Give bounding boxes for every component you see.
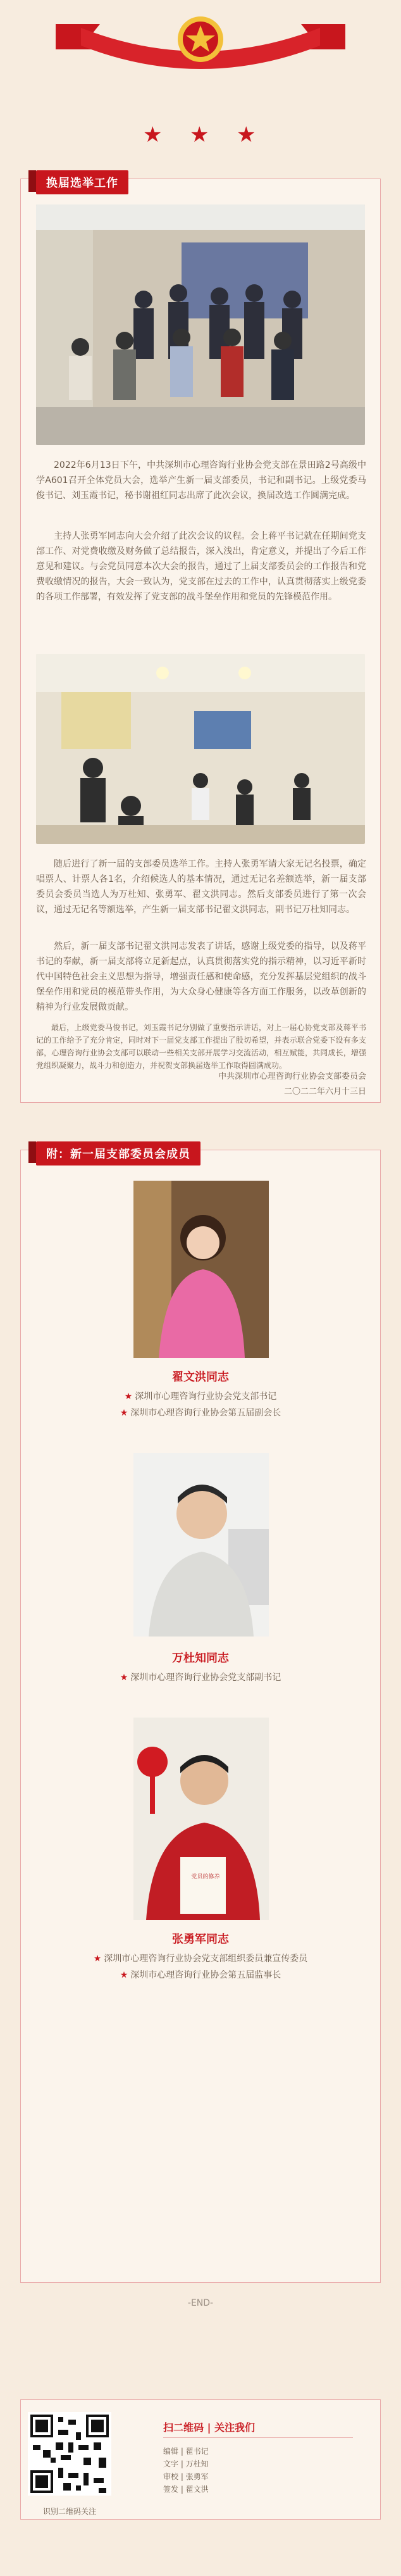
member-name: 张勇军同志 bbox=[172, 1933, 229, 1946]
end-mark: -END- bbox=[187, 2298, 214, 2308]
credit-line: 文字 | 万杜知 bbox=[163, 2460, 209, 2468]
member-photo bbox=[133, 1453, 269, 1637]
member-role: ★ 深圳市心理咨询行业协会党支部组织委员兼宣传委员 bbox=[93, 1954, 308, 1964]
decor-star-icon: ★ bbox=[143, 122, 163, 148]
star-icon: ★ bbox=[124, 1392, 133, 1402]
decor-star-icon: ★ bbox=[190, 122, 209, 148]
header-banner-area bbox=[0, 0, 401, 165]
member-role: ★ 深圳市心理咨询行业协会第五届副会长 bbox=[120, 1408, 281, 1418]
date: 二〇二二年六月十三日 bbox=[283, 1087, 366, 1096]
signature: 中共深圳市心理咨询行业协会支部委员会 bbox=[218, 1072, 366, 1081]
tag-fold bbox=[28, 170, 36, 192]
qr-code[interactable] bbox=[28, 2412, 111, 2496]
member-role: ★ 深圳市心理咨询行业协会党支部书记 bbox=[124, 1392, 277, 1402]
star-icon: ★ bbox=[120, 1408, 128, 1418]
star-icon: ★ bbox=[120, 1673, 128, 1683]
section-title: 附：新一届支部委员会成员 bbox=[36, 1141, 200, 1165]
star-icon: ★ bbox=[120, 1970, 128, 1980]
member-role: ★ 深圳市心理咨询行业协会第五届监事长 bbox=[120, 1970, 281, 1980]
paragraph: 然后，新一届支部书记翟文洪同志发表了讲话，感谢上级党委的指导，以及蒋平书记的奉献，新一届支部将立足新起点，认真贯彻落实党的指示精神，以习近平新时代中国特色社会主义思想为指导，增强责任感和使命感，充分发挥基层党组织的战斗堡垒作用和党员的模范带头作用，为大众身心健康等各方面工作服务，以改革创新的精神为行业发展做贡献。 bbox=[36, 941, 366, 1012]
member-photo bbox=[133, 1181, 269, 1358]
tag-fold bbox=[28, 1141, 36, 1163]
credit-line: 审校 | 张勇军 bbox=[163, 2472, 209, 2481]
member-name: 万杜知同志 bbox=[172, 1652, 229, 1665]
red-ribbon-emblem bbox=[56, 11, 345, 87]
group-photo bbox=[36, 204, 365, 445]
star-icon: ★ bbox=[93, 1954, 102, 1964]
section-title: 换届选举工作 bbox=[36, 170, 128, 194]
paragraph: 主持人张勇军同志向大会介绍了此次会议的议程。会上蒋平书记就在任期间党支部工作、对党费收缴及财务做了总结报告，深入浅出，肯定意义，并提出了今后工作意见和建议。与会党员同意本次大会的报告，通过了上届支部委员会的工作报告和党费收缴情况的报告，大会一致认为，党支部在过去的工作中，认真贯彻落实上级党委的各项工作部署，有效发挥了党支部的战斗堡垒作用和党员的先锋模范作用。 bbox=[36, 531, 366, 602]
divider bbox=[163, 2437, 353, 2438]
follow-title: 扫二维码 | 关注我们 bbox=[163, 2422, 255, 2434]
book-title: 党员的修养 bbox=[191, 1874, 220, 1880]
member-role: ★ 深圳市心理咨询行业协会党支部副书记 bbox=[120, 1673, 281, 1683]
paragraph: 2022年6月13日下午，中共深圳市心理咨询行业协会党支部在景田路2号高级中学A601召开全体党员大会，选举产生新一届支部委员，书记和副书记。上级党委马俊书记、刘玉霞书记，秘书谢祖红同志出席了此次会议，换届改选工作圆满完成。 bbox=[36, 460, 366, 501]
paragraph: 随后进行了新一届的支部委员选举工作。主持人张勇军请大家无记名投票，确定唱票人、计票人各1名，介绍候选人的基本情况，通过无记名差额选举，新一届支部委员会委员当选人为万杜知、张勇军、翟文洪同志。然后支部委员进行了第一次会议，通过无记名等额选举，产生新一届支部书记翟文洪同志，副书记万杜知同志。 bbox=[36, 859, 366, 915]
election-section bbox=[20, 179, 381, 1103]
member-photo bbox=[133, 1718, 269, 1920]
paragraph: 最后，上级党委马俊书记，刘玉霞书记分别做了重要指示讲话，对上一届心协党支部及蒋平书记的工作给予了充分肯定，同时对下一届党支部工作提出了殷切希望，并表示联合党委下设有多支部，心理咨询行业协会支部可以联动一些相关支部开展学习交流活动，相互赋能，共同成长，增强党组织凝聚力，战斗力和创造力，并祝贺支部换届选举工作取得圆满成功。 bbox=[36, 1023, 366, 1070]
members-section bbox=[20, 1150, 381, 2283]
meeting-photo bbox=[36, 654, 365, 844]
member-name: 翟文洪同志 bbox=[172, 1371, 229, 1384]
decor-star-icon: ★ bbox=[237, 122, 256, 148]
qr-caption: 识别二维码关注 bbox=[42, 2507, 96, 2516]
credit-line: 编辑 | 翟书记 bbox=[163, 2447, 209, 2456]
credit-line: 签发 | 翟文洪 bbox=[163, 2485, 209, 2494]
